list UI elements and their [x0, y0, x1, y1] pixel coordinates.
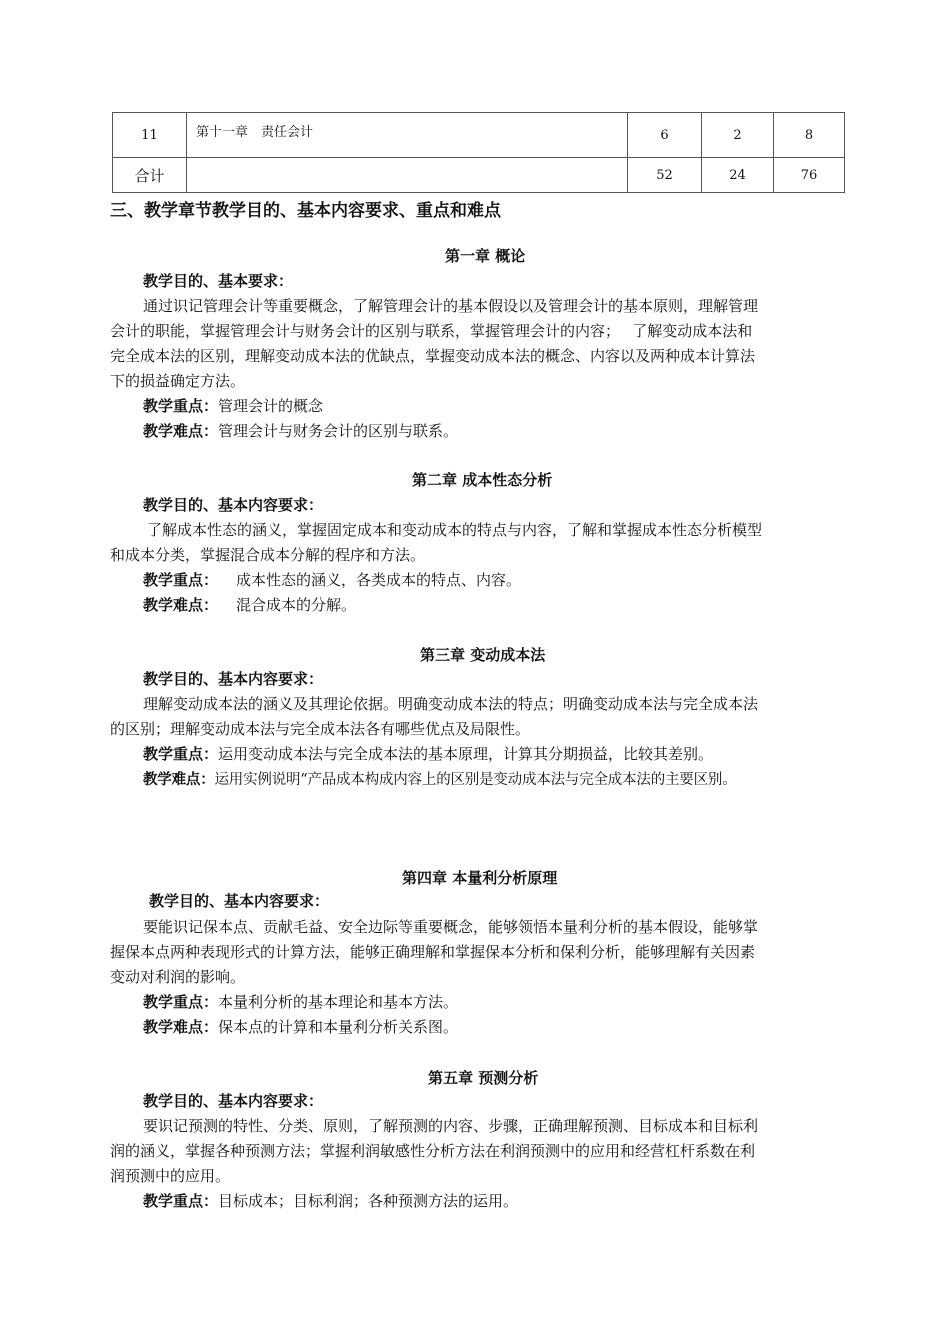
- goal-label: 教学目的、基本要求：: [143, 272, 294, 290]
- ch2-key: 成本性态的涵义，各类成本的特点、内容。: [236, 571, 522, 589]
- hours-table: [112, 112, 845, 193]
- ch3-key: 运用变动成本法与完全成本法的基本原理，计算其分期损益，比较其差别。: [218, 745, 714, 763]
- total-label: 合计: [113, 158, 187, 193]
- ch5-line-3: 润预测中的应用。: [110, 1167, 231, 1185]
- chapter-name: [187, 158, 628, 193]
- ch2-line-2: 和成本分类，掌握混合成本分解的程序和方法。: [110, 546, 426, 564]
- total-hours: 8: [774, 113, 845, 158]
- ch3-line-2: 的区别；理解变动成本法与完全成本法各有哪些优点及局限性。: [110, 720, 531, 738]
- difficulty-label: 教学难点：: [143, 1018, 219, 1036]
- ch2-line-1: 了解成本性态的涵义，掌握固定成本和变动成本的特点与内容，了解和掌握成本性态分析模型: [147, 521, 763, 539]
- table-row-total: [113, 158, 845, 193]
- ch5-line-2: 润的涵义，掌握各种预测方法；掌握利润敏感性分析方法在利润预测中的应用和经营杠杆系数在利: [110, 1142, 756, 1160]
- ch4-line-1: 要能识记保本点、贡献毛益、安全边际等重要概念，能够领悟本量利分析的基本假设，能够掌: [143, 918, 759, 936]
- chapter-2-title: 第二章 成本性态分析: [412, 471, 553, 489]
- ch1-line-1: 通过识记管理会计等重要概念，了解管理会计的基本假设以及管理会计的基本原则，理解管理: [143, 297, 759, 315]
- key-label: 教学重点：: [143, 745, 219, 763]
- chapter-5-title: 第五章 预测分析: [428, 1069, 539, 1087]
- ch4-line-2: 握保本点两种表现形式的计算方法，能够正确理解和掌握保本分析和保利分析，能够理解有关因素: [110, 943, 756, 961]
- difficulty-label: 教学难点：: [143, 422, 219, 440]
- ch5-key: 目标成本；目标利润；各种预测方法的运用。: [218, 1192, 519, 1210]
- goal-label: 教学目的、基本内容要求：: [143, 1092, 324, 1110]
- chapter-4-title: 第四章 本量利分析原理: [402, 869, 558, 887]
- chapter-name: 第十一章 责任会计: [187, 113, 628, 158]
- theory-hours: 52: [628, 158, 702, 193]
- ch1-diff: 管理会计与财务会计的区别与联系。: [218, 422, 459, 440]
- goal-label: 教学目的、基本内容要求：: [149, 892, 330, 910]
- ch4-key: 本量利分析的基本理论和基本方法。: [218, 993, 459, 1011]
- ch1-line-4: 下的损益确定方法。: [110, 372, 246, 390]
- ch4-line-3: 变动对利润的影响。: [110, 968, 246, 986]
- section-heading: 三、教学章节教学目的、基本内容要求、重点和难点: [110, 201, 501, 221]
- ch1-line-2: 会计的职能，掌握管理会计与财务会计的区别与联系，掌握管理会计的内容； 了解变动成本法和: [110, 322, 753, 340]
- goal-label: 教学目的、基本内容要求：: [143, 670, 324, 688]
- total-hours: 76: [774, 158, 845, 193]
- difficulty-label: 教学难点：: [143, 771, 215, 788]
- key-label: 教学重点：: [143, 397, 219, 415]
- practice-hours: 2: [702, 113, 774, 158]
- key-label: 教学重点：: [143, 993, 219, 1011]
- ch2-diff: 混合成本的分解。: [236, 596, 357, 614]
- chapter-3-title: 第三章 变动成本法: [420, 646, 546, 664]
- key-label: 教学重点：: [143, 1192, 219, 1210]
- ch3-diff: 运用实例说明“产品成本构成内容上的区别是变动成本法与完全成本法的主要区别。: [214, 772, 737, 788]
- difficulty-label: 教学难点：: [143, 596, 219, 614]
- table-row: [113, 113, 845, 158]
- ch4-diff: 保本点的计算和本量利分析关系图。: [218, 1018, 459, 1036]
- ch5-line-1: 要识记预测的特性、分类、原则，了解预测的内容、步骤，正确理解预测、目标成本和目标利: [143, 1117, 759, 1135]
- ch3-line-1: 理解变动成本法的涵义及其理论依据。明确变动成本法的特点；明确变动成本法与完全成本法: [143, 695, 759, 713]
- goal-label: 教学目的、基本内容要求：: [143, 496, 324, 514]
- practice-hours: 24: [702, 158, 774, 193]
- row-number: 11: [113, 113, 187, 158]
- ch1-key: 管理会计的概念: [218, 397, 324, 415]
- chapter-1-title: 第一章 概论: [445, 247, 526, 265]
- theory-hours: 6: [628, 113, 702, 158]
- ch1-line-3: 完全成本法的区别，理解变动成本法的优缺点，掌握变动成本法的概念、内容以及两种成本计算法: [110, 347, 756, 365]
- key-label: 教学重点：: [143, 571, 219, 589]
